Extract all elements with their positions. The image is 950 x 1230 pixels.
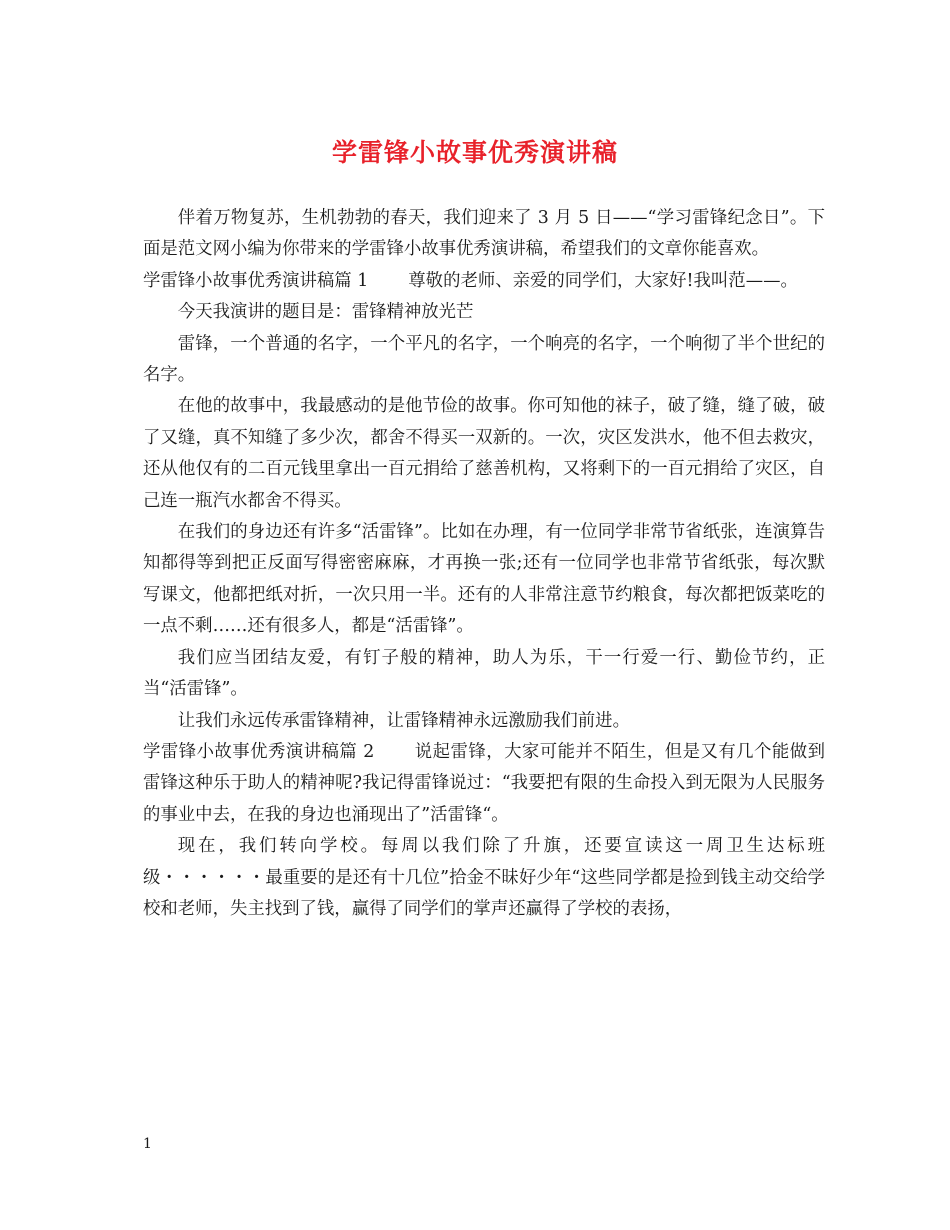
section-1-paragraph: 雷锋，一个普通的名字，一个平凡的名字，一个响亮的名字，一个响彻了半个世纪的名字。 (143, 333, 825, 386)
intro-paragraph: 伴着万物复苏，生机勃勃的春天，我们迎来了 3 月 5 日——“学习雷锋纪念日”。下面是范文网小编为你带来的学雷锋小故事优秀演讲稿，希望我们的文章你能喜欢。 (143, 208, 825, 260)
section-1-paragraph: 让我们永远传承雷锋精神，让雷锋精神永远激励我们前进。 (177, 710, 630, 731)
section-1-paragraph: 今天我演讲的题目是：雷锋精神放光芒 (177, 302, 474, 323)
section-2-first-text: 说起雷锋，大家可能并不陌生，但是又有几个能做到雷锋这种乐于助人的精神呢?我记得雷锋说过：“我要把有限的生命投入到无限为人民服务的事业中去，在我的身边也涌现出了”活雷锋“。 (143, 741, 825, 825)
section-1-heading: 学雷锋小故事优秀演讲稿篇 1 (143, 270, 369, 291)
document-title: 学雷锋小故事优秀演讲稿 (331, 138, 618, 167)
section-2-heading: 学雷锋小故事优秀演讲稿篇 2 (143, 741, 375, 762)
section-1-paragraph: 我们应当团结友爱，有钉子般的精神，助人为乐，干一行爱一行、勤俭节约，正当“活雷锋”。 (143, 647, 825, 700)
document-body (143, 203, 825, 925)
section-1-first-text: 尊敬的老师、亲爱的同学们，大家好!我叫范——。 (408, 270, 798, 291)
section-1-paragraph: 在我们的身边还有许多“活雷锋”。比如在办理，有一位同学非常节省纸张，连演算告知都得等到把正反面写得密密麻麻，才再换一张;还有一位同学也非常节省纸张，每次默写课文，他都把纸对折，一次只用一半。还有的人非常注意节约粮食，每次都把饭菜吃的一点不剩……还有很多人，都是“活雷锋”。 (143, 522, 825, 637)
section-2-opening (143, 737, 825, 831)
section-2-paragraph: 现在，我们转向学校。每周以我们除了升旗，还要宣读这一周卫生达标班级・・・・・・最重要的是还有十几位”拾金不昧好少年“这些同学都是捡到钱主动交给学校和老师，失主找到了钱，赢得了同学们的掌声还赢得了学校的表扬， (143, 836, 825, 919)
section-1-opening (143, 266, 825, 297)
section-1-paragraph: 在他的故事中，我最感动的是他节俭的故事。你可知他的袜子，破了缝，缝了破，破了又缝，真不知缝了多少次，都舍不得买一双新的。一次，灾区发洪水，他不但去救灾，还从他仅有的二百元钱里拿出一百元捐给了慈善机构，又将剩下的一百元捐给了灾区，自己连一瓶汽水都舍不得买。 (143, 396, 825, 511)
page-number: 1 (143, 1136, 152, 1152)
